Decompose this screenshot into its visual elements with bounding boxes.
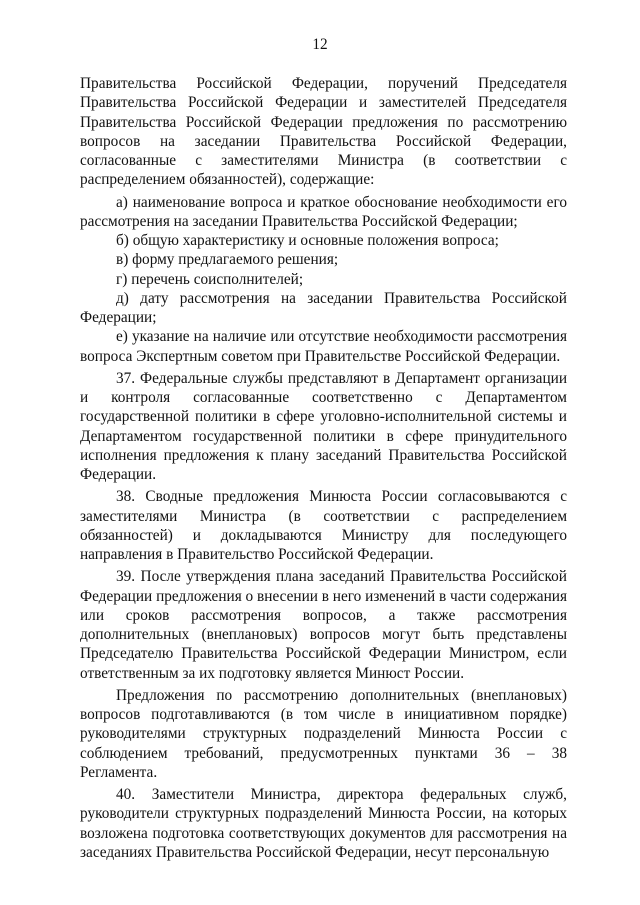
list-item-a: а) наименование вопроса и краткое обоснование необходимости его рассмотрения на заседании Правительства Российской Федерации; <box>80 193 567 230</box>
page-number: 12 <box>312 36 328 53</box>
paragraph-39-additional: Предложения по рассмотрению дополнительных (внеплановых) вопросов подготавливаются (в том числе в инициативном порядке) руководителями структурных подразделений Минюста России с соблюдением требований, предусмотренных пунктами 36 – 38 Регламента. <box>80 686 567 781</box>
paragraph-intro-continuation: Правительства Российской Федерации, поручений Председателя Правительства Российской Федерации и заместителей Председателя Правительства Российской Федерации предложения по рассмотрению вопросов на заседании Правительства Российской Федерации, согласованные с заместителями Министра (в соответствии с распределением обязанностей), содержащие: <box>80 75 567 189</box>
paragraph-40: 40. Заместители Министра, директора федеральных служб, руководители структурных подразделений Минюста России, на которых возложена подготовка соответствующих документов для рассмотрения на заседаниях Правительства Российской Федерации, несут персональную <box>80 786 567 861</box>
document-body <box>80 74 567 862</box>
list-item-d: д) дату рассмотрения на заседании Правительства Российской Федерации; <box>80 289 567 326</box>
list-item-b: б) общую характеристику и основные положения вопроса; <box>116 232 499 249</box>
paragraph-39: 39. После утверждения плана заседаний Правительства Российской Федерации предложения о внесении в него изменений в части содержания или сроков рассмотрения вопросов, а также рассмотрения дополнительных (внеплановых) вопросов могут быть представлены Председателю Правительства Российской Федерации Министром, если ответственным за их подготовку является Минюст России. <box>80 568 567 682</box>
paragraph-37: 37. Федеральные службы представляют в Департамент организации и контроля согласованные соответственно с Департаментом государственной политики в сфере уголовно-исполнительной системы и Департаментом государственной политики в сфере принудительного исполнения предложения к плану заседаний Правительства Российской Федерации. <box>80 369 567 483</box>
paragraph-38: 38. Сводные предложения Минюста России согласовываются с заместителями Министра (в соответствии с распределением обязанностей) и докладываются Министру для последующего направления в Правительство Российской Федерации. <box>80 488 567 563</box>
list-item-g: г) перечень соисполнителей; <box>116 270 304 288</box>
list-item-v: в) форму предлагаемого решения; <box>116 251 339 269</box>
list-item-e: е) указание на наличие или отсутствие необходимости рассмотрения вопроса Экспертным советом при Правительстве Российской Федерации. <box>80 328 567 365</box>
